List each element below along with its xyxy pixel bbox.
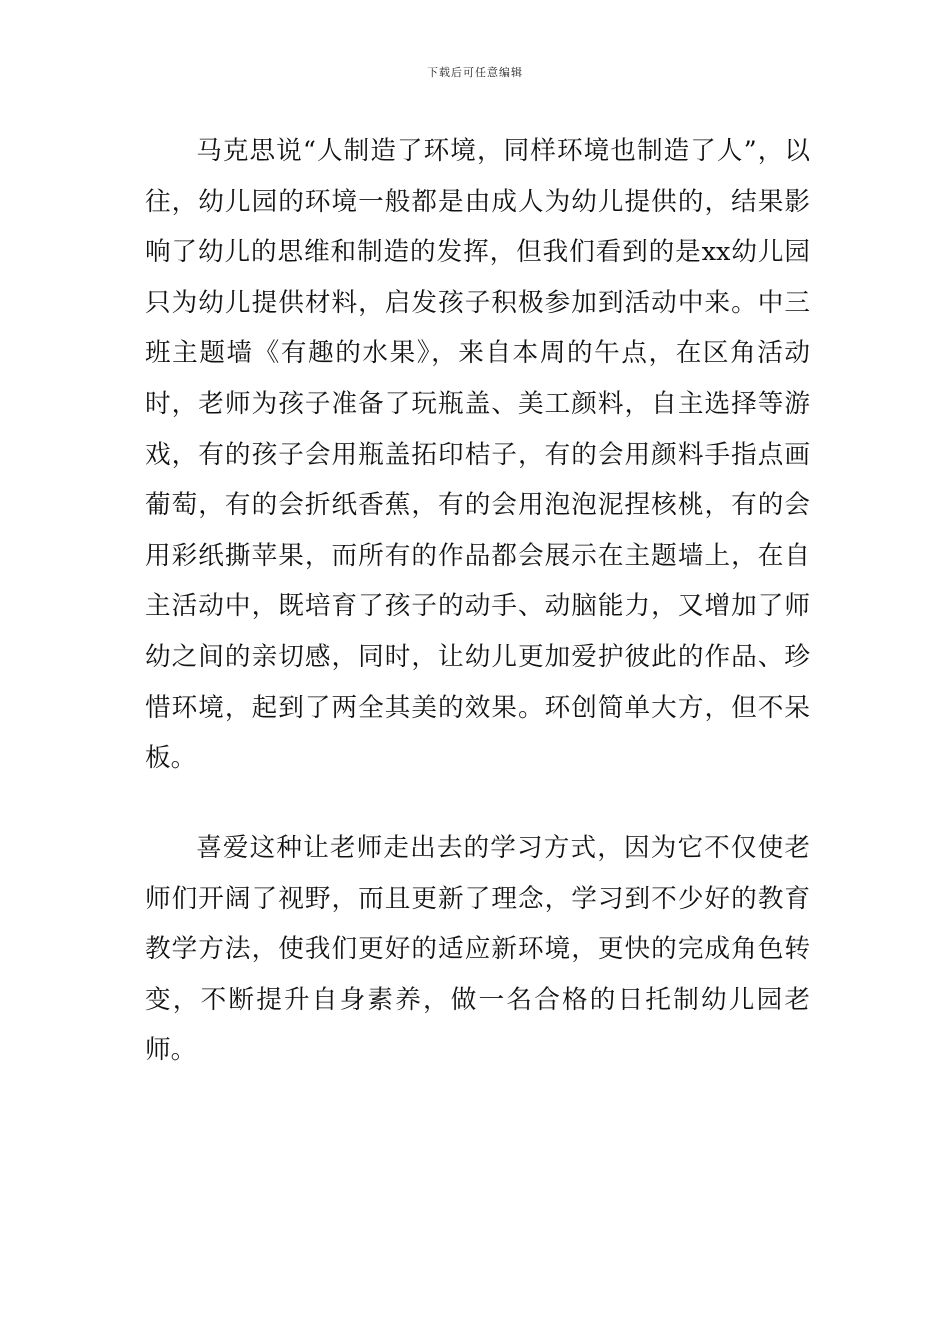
body-paragraph-2: 喜爱这种让老师走出去的学习方式，因为它不仅使老师们开阔了视野，而且更新了理念，学习到不少好的教育教学方法，使我们更好的适应新环境，更快的完成角色转变，不断提升自身素养，做一名合格的日托制幼儿园老师。 <box>145 833 810 1066</box>
body-paragraph-1: 马克思说“人制造了环境，同样环境也制造了人”，以往，幼儿园的环境一般都是由成人为幼儿提供的，结果影响了幼儿的思维和制造的发挥，但我们看到的是xx幼儿园只为幼儿提供材料，启发孩子积极参加到活动中来。中三班主题墙《有趣的水果》，来自本周的午点，在区角活动时，老师为孩子准备了玩瓶盖、美工颜料，自主选择等游戏，有的孩子会用瓶盖拓印桔子，有的会用颜料手指点画葡萄，有的会折纸香蕉，有的会用泡泡泥捏核桃，有的会用彩纸撕苹果，而所有的作品都会展示在主题墙上，在自主活动中，既培育了孩子的动手、动脑能力，又增加了师幼之间的亲切感，同时，让幼儿更加爱护彼此的作品、珍惜环境，起到了两全其美的效果。环创简单大方，但不呆板。 <box>145 136 810 774</box>
page-header: 下载后可任意编辑 <box>427 66 523 79</box>
